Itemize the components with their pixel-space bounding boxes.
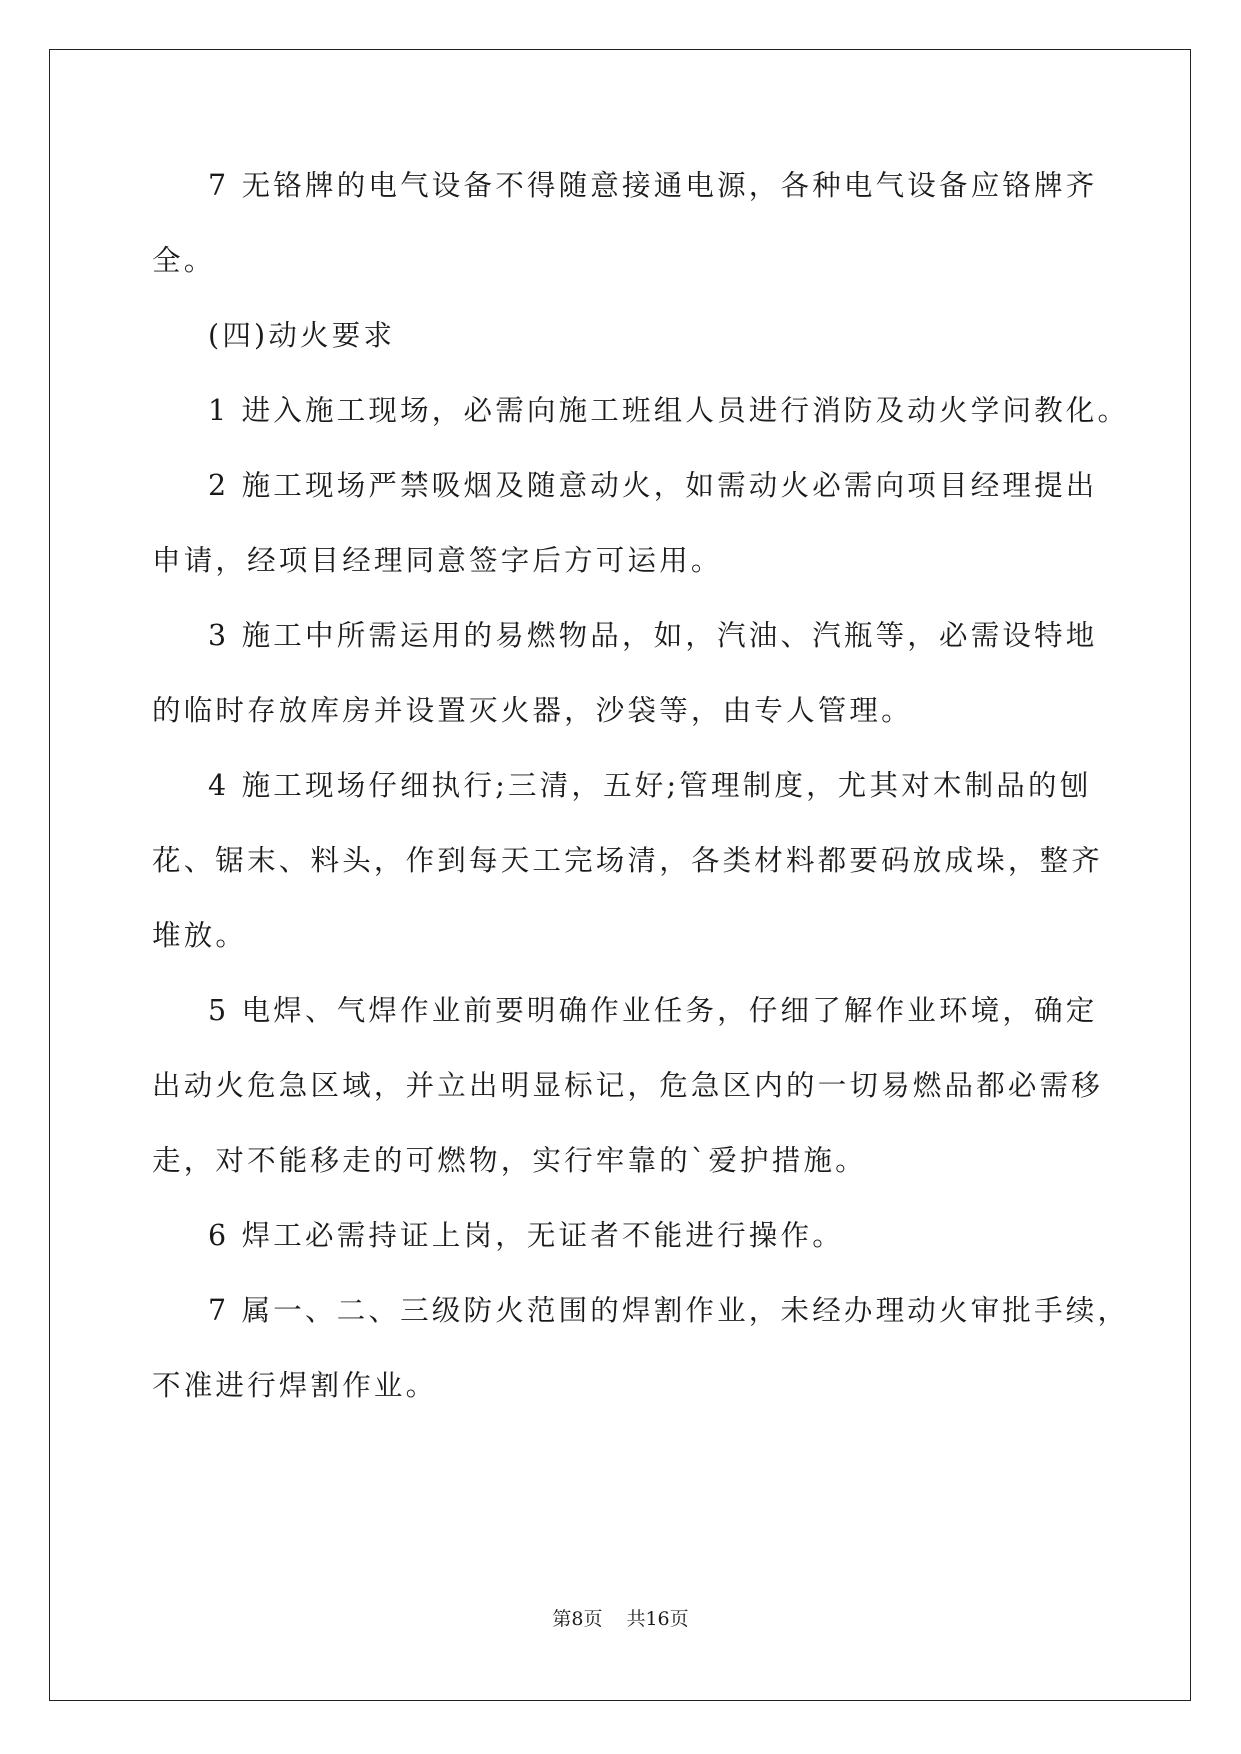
paragraph-line: 7 属一、二、三级防火范围的焊割作业，未经办理动火审批手续，: [208, 1294, 1130, 1327]
paragraph-line: 花、锯末、料头，作到每天工完场清，各类材料都要码放成垛，整齐: [152, 844, 1104, 877]
section-heading: (四)动火要求: [208, 319, 396, 352]
paragraph-line: 申请，经项目经理同意签字后方可运用。: [152, 544, 723, 577]
paragraph-line: 4 施工现场仔细执行;三清，五好;管理制度，尤其对木制品的刨: [208, 769, 1092, 802]
paragraph-line: 走，对不能移走的可燃物，实行牢靠的`爱护措施。: [152, 1144, 867, 1177]
paragraph-line: 1 进入施工现场，必需向施工班组人员进行消防及动火学问教化。: [208, 394, 1130, 427]
paragraph-line: 6 焊工必需持证上岗，无证者不能进行操作。: [208, 1219, 844, 1252]
page-number: 第8页: [552, 1608, 603, 1630]
paragraph-line: 7 无铬牌的电气设备不得随意接通电源，各种电气设备应铬牌齐: [208, 169, 1098, 202]
paragraph-line: 全。: [152, 244, 216, 277]
page-total: 共16页: [626, 1608, 689, 1630]
document-body: [152, 160, 1130, 1435]
paragraph-line: 5 电焊、气焊作业前要明确作业任务，仔细了解作业环境，确定: [208, 994, 1098, 1027]
paragraph-line: 堆放。: [152, 919, 248, 952]
page-footer: [0, 1606, 1241, 1632]
paragraph-line: 不准进行焊割作业。: [152, 1369, 438, 1402]
paragraph-line: 3 施工中所需运用的易燃物品，如，汽油、汽瓶等，必需设特地: [208, 619, 1098, 652]
paragraph-line: 出动火危急区域，并立出明显标记，危急区内的一切易燃品都必需移: [152, 1069, 1104, 1102]
paragraph-line: 的临时存放库房并设置灭火器，沙袋等，由专人管理。: [152, 694, 913, 727]
paragraph-line: 2 施工现场严禁吸烟及随意动火，如需动火必需向项目经理提出: [208, 469, 1098, 502]
